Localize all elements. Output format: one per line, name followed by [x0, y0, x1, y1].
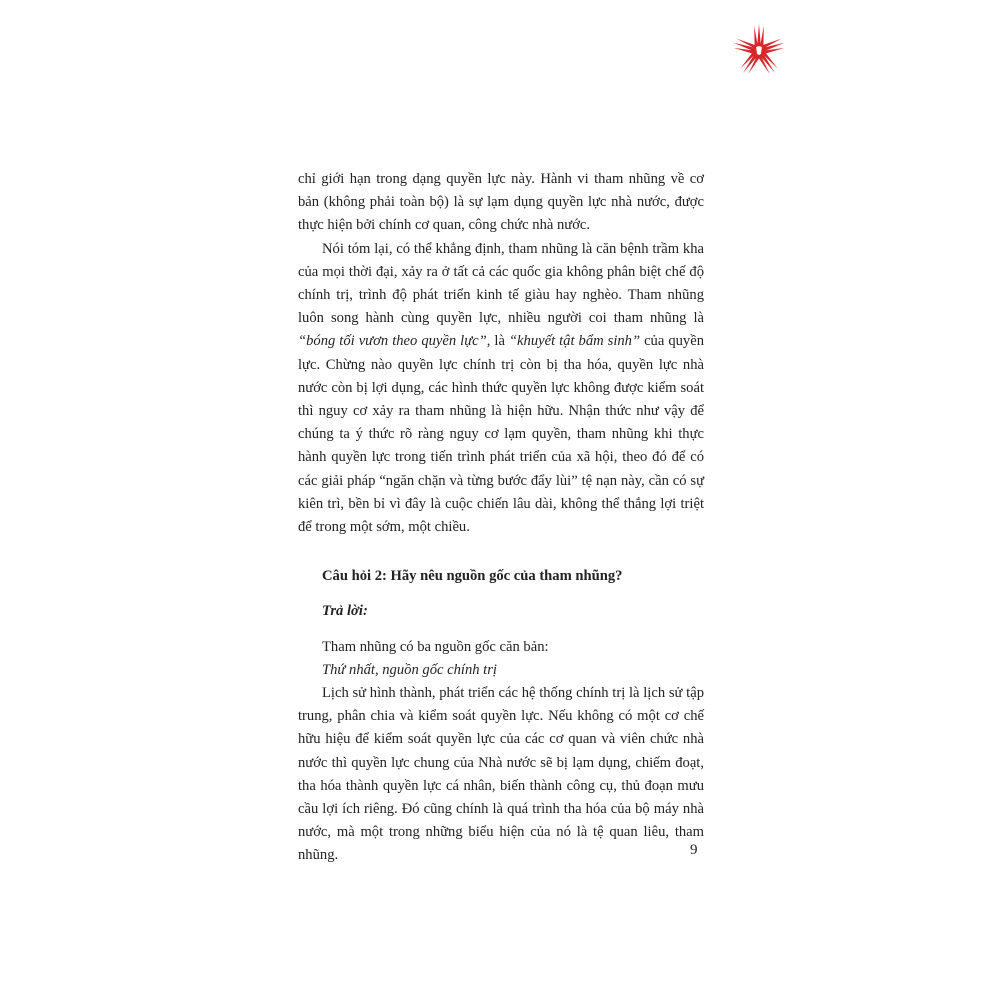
- paragraph-summary: [298, 238, 704, 540]
- page-number: 9: [690, 842, 698, 858]
- paragraph-summary-text-3: của quyền lực. Chừng nào quyền lực chính trị còn bị tha hóa, quyền lực nhà nước còn bị lợi dụng, các hình thức quyền lực không được kiểm soát thì nguy cơ xảy ra tham nhũng là hiện hữu. Nhận thức như vậy để chúng ta ý thức rõ ràng nguy cơ lạm quyền, tham nhũng khi thực hành quyền lực trong tiến trình phát triển của xã hội, theo đó để có các giải pháp “ngăn chặn và từng bước đẩy lùi” tệ nạn này, cần có sự kiên trì, bền bỉ vì đây là cuộc chiến lâu dài, không thể thắng lợi triệt để trong một sớm, một chiều.: [298, 333, 704, 536]
- subheading-political-origin: Thứ nhất, nguồn gốc chính trị: [322, 661, 497, 678]
- quote-congenital-defect: “khuyết tật bẩm sinh”: [508, 333, 641, 350]
- paragraph-summary-text-1: Nói tóm lại, có thể khẳng định, tham nhũng là căn bệnh trầm kha của mọi thời đại, xảy ra ở tất cả các quốc gia không phân biệt chế độ chính trị, trình độ phát triển kinh tế giàu hay nghèo. Tham nhũng luôn song hành cùng quyền lực, nhiều người coi tham nhũng là: [298, 240, 704, 327]
- page-body: [298, 168, 704, 868]
- answer-label: Trả lời:: [322, 603, 368, 620]
- quote-shadow-of-power: “bóng tối vươn theo quyền lực”: [298, 333, 487, 350]
- paragraph-summary-text-2: , là: [486, 333, 509, 350]
- answer-intro: Tham nhũng có ba nguồn gốc căn bản:: [322, 638, 549, 655]
- question-heading: Câu hỏi 2: Hãy nêu nguồn gốc của tham nhũng?: [322, 568, 623, 585]
- paragraph-continued: chỉ giới hạn trong dạng quyền lực này. Hành vi tham nhũng về cơ bản (không phải toàn bộ) là sự lạm dụng quyền lực nhà nước, được thực hiện bởi chính cơ quan, công chức nhà nước.: [298, 171, 704, 234]
- paragraph-political-origin: Lịch sử hình thành, phát triển các hệ thống chính trị là lịch sử tập trung, phân chia và kiểm soát quyền lực. Nếu không có một cơ chế hữu hiệu để kiểm soát quyền lực của các cơ quan và viên chức nhà nước thì quyền lực chung của Nhà nước sẽ bị lạm dụng, chiếm đoạt, tha hóa thành quyền lực cá nhân, biến thành công cụ, thủ đoạn mưu cầu lợi ích riêng. Đó cũng chính là quá trình tha hóa của bộ máy nhà nước, mà một trong những biểu hiện của nó là tệ quan liêu, tham nhũng.: [298, 685, 704, 864]
- publisher-logo-icon: [730, 22, 788, 80]
